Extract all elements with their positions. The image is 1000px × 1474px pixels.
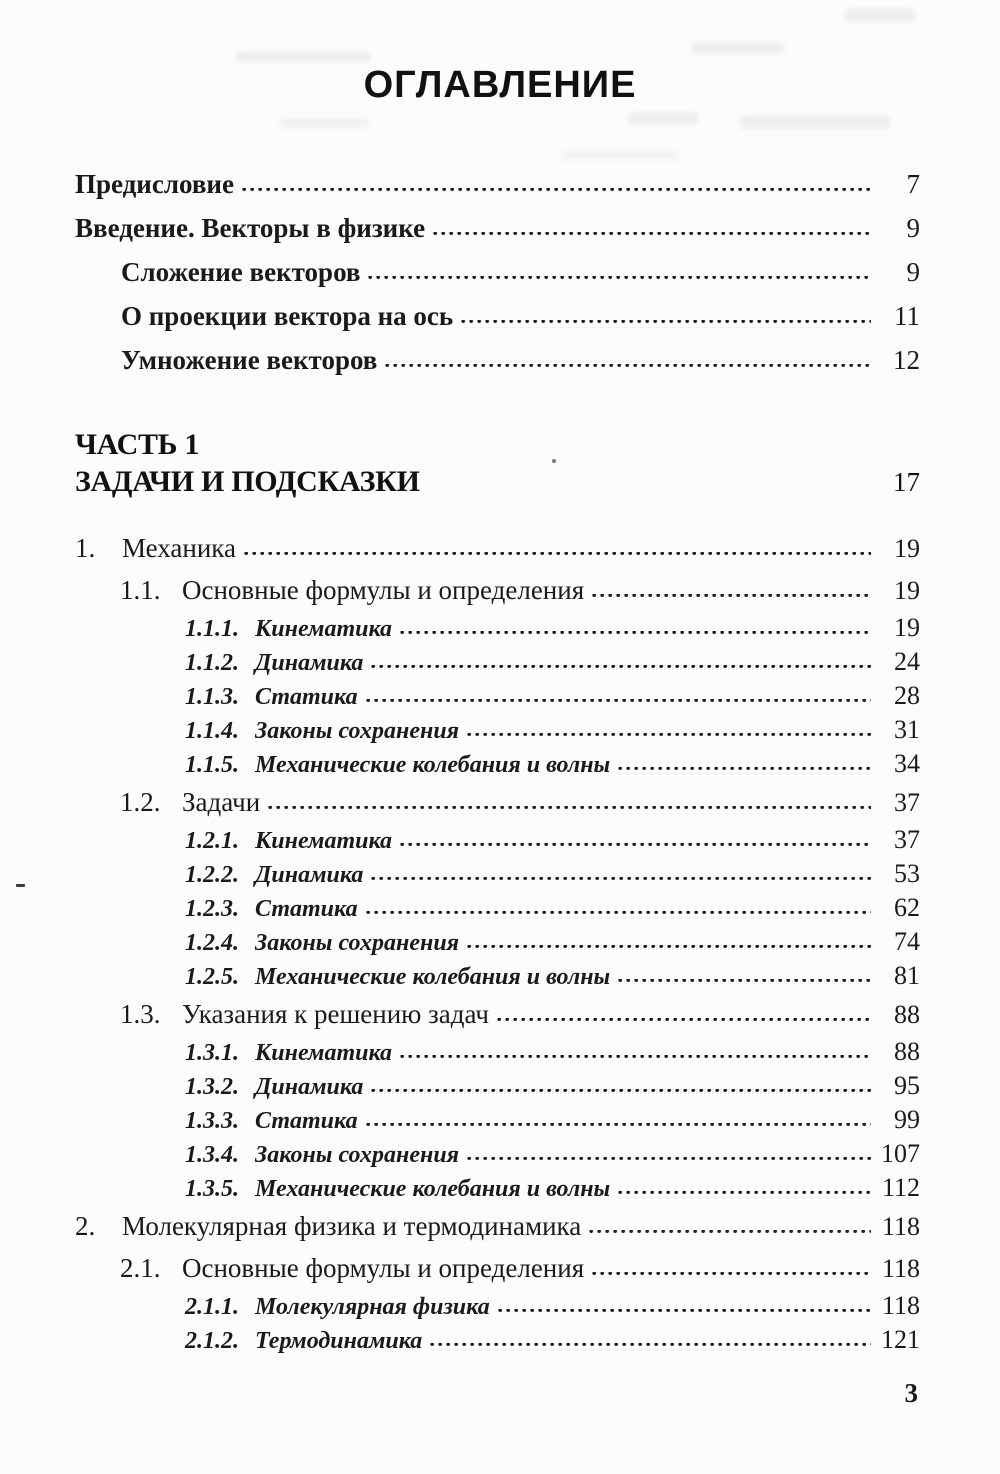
scan-bleed-mark xyxy=(740,116,890,129)
leader-dots xyxy=(592,1272,871,1277)
toc-entry xyxy=(120,993,920,1035)
leader-dots xyxy=(497,1018,871,1023)
toc-entry xyxy=(185,747,920,781)
entry-label: Умножение векторов xyxy=(121,345,378,375)
entry-label: Законы сохранения xyxy=(255,1142,460,1168)
part-title-row xyxy=(75,463,920,501)
entry-number: 1. xyxy=(75,533,96,563)
entry-number: 1.1.1. xyxy=(185,616,239,642)
toc-entry xyxy=(121,294,920,338)
entry-label: Статика xyxy=(255,684,358,710)
entry-label: Динамика xyxy=(255,650,364,676)
entry-page-number: 88 xyxy=(894,1037,920,1066)
entry-page-number: 28 xyxy=(894,681,920,710)
entry-page-number: 31 xyxy=(894,715,920,744)
toc-entry xyxy=(75,1205,920,1247)
entry-number: 2.1.1. xyxy=(185,1294,239,1320)
toc-entry xyxy=(120,1247,920,1289)
entry-page-number: 24 xyxy=(894,647,920,676)
scan-bleed-mark xyxy=(560,150,680,160)
entry-label: Термодинамика xyxy=(255,1328,423,1354)
scan-bleed-mark xyxy=(280,118,370,128)
leader-dots xyxy=(498,1309,871,1314)
entry-page-number: 62 xyxy=(894,893,920,922)
entry-page-number: 74 xyxy=(894,927,920,956)
entry-page-number: 112 xyxy=(881,1173,920,1202)
entry-number: 1.3.5. xyxy=(185,1176,239,1202)
toc-entry xyxy=(185,611,920,645)
leader-dots xyxy=(618,979,871,984)
entry-page-number: 37 xyxy=(894,788,920,817)
entry-label: Молекулярная физика xyxy=(255,1294,490,1320)
stray-ink-dash xyxy=(16,884,25,887)
leader-dots xyxy=(366,699,871,704)
toc-entry xyxy=(185,645,920,679)
entry-label: Механические колебания и волны xyxy=(255,752,611,778)
entry-label: Молекулярная физика и термодинамика xyxy=(122,1211,582,1241)
toc-entry xyxy=(75,527,920,569)
leader-dots xyxy=(430,1343,871,1348)
leader-dots xyxy=(371,665,871,670)
entry-number: 1.3.1. xyxy=(185,1040,239,1066)
scan-bleed-mark xyxy=(235,52,370,62)
leader-dots xyxy=(618,767,871,772)
toc-entry xyxy=(120,781,920,823)
toc-entry xyxy=(121,250,920,294)
entry-label: Кинематика xyxy=(255,616,393,642)
entry-number: 1.3.3. xyxy=(185,1108,239,1134)
front-matter-list xyxy=(75,162,920,382)
entry-page-number: 12 xyxy=(893,345,920,375)
entry-number: 1.2. xyxy=(120,787,161,817)
leader-dots xyxy=(385,364,871,369)
toc-entry xyxy=(185,1289,920,1323)
part-page-number: 17 xyxy=(893,467,920,497)
scan-bleed-mark xyxy=(845,8,915,22)
leader-dots xyxy=(618,1191,871,1196)
entry-label: Статика xyxy=(255,1108,358,1134)
entry-page-number: 19 xyxy=(894,576,920,605)
entry-page-number: 37 xyxy=(894,825,920,854)
entry-label: Законы сохранения xyxy=(255,718,460,744)
entry-label: Введение. Векторы в физике xyxy=(75,213,426,243)
entry-number: 2.1. xyxy=(120,1253,161,1283)
leader-dots xyxy=(244,552,871,557)
leader-dots xyxy=(368,276,871,281)
entry-number: 1.1.2. xyxy=(185,650,239,676)
leader-dots xyxy=(371,877,871,882)
entry-number: 1.1.5. xyxy=(185,752,239,778)
entry-page-number: 53 xyxy=(894,859,920,888)
entry-label: Основные формулы и определения xyxy=(182,575,585,605)
toc-entry xyxy=(75,162,920,206)
page-title: ОГЛАВЛЕНИЕ xyxy=(363,64,637,106)
leader-dots xyxy=(366,911,871,916)
leader-dots xyxy=(268,806,871,811)
entry-number: 1.3.2. xyxy=(185,1074,239,1100)
toc-entry xyxy=(185,1323,920,1357)
entry-number: 1.1.3. xyxy=(185,684,239,710)
leader-dots xyxy=(433,232,871,237)
scan-bleed-mark xyxy=(628,112,698,125)
page-number: 3 xyxy=(904,1378,918,1408)
entry-number: 1.2.3. xyxy=(185,896,239,922)
leader-dots xyxy=(400,1055,871,1060)
entry-page-number: 121 xyxy=(881,1325,920,1354)
toc-entry xyxy=(75,206,920,250)
entry-label: Кинематика xyxy=(255,828,393,854)
toc-entry xyxy=(185,857,920,891)
leader-dots xyxy=(467,1157,871,1162)
entry-page-number: 81 xyxy=(894,961,920,990)
toc-entry xyxy=(185,1035,920,1069)
leader-dots xyxy=(589,1230,871,1235)
entry-label: Задачи xyxy=(182,787,261,817)
leader-dots xyxy=(467,945,871,950)
entry-label: Указания к решению задач xyxy=(182,999,489,1029)
entry-page-number: 9 xyxy=(906,257,920,287)
entry-label: Основные формулы и определения xyxy=(182,1253,585,1283)
entry-label: О проекции вектора на ось xyxy=(121,301,454,331)
leader-dots xyxy=(242,188,871,193)
entry-page-number: 7 xyxy=(906,169,920,199)
entry-page-number: 9 xyxy=(906,213,920,243)
entry-label: Динамика xyxy=(255,1074,364,1100)
entry-number: 1.2.1. xyxy=(185,828,239,854)
toc-entry xyxy=(185,1171,920,1205)
toc-entry xyxy=(185,1137,920,1171)
leader-dots xyxy=(592,594,871,599)
entry-number: 1.3.4. xyxy=(185,1142,239,1168)
toc-entry xyxy=(185,823,920,857)
entry-label: Механические колебания и волны xyxy=(255,1176,611,1202)
part-kicker: ЧАСТЬ 1 xyxy=(75,428,200,461)
entry-page-number: 99 xyxy=(894,1105,920,1134)
entry-number: 2. xyxy=(75,1211,96,1241)
entry-page-number: 107 xyxy=(881,1139,920,1168)
entry-label: Механика xyxy=(122,533,236,563)
entry-label: Механические колебания и волны xyxy=(255,964,611,990)
entry-label: Динамика xyxy=(255,862,364,888)
toc-entry xyxy=(185,891,920,925)
entry-number: 1.2.5. xyxy=(185,964,239,990)
toc-entry xyxy=(185,679,920,713)
entry-page-number: 95 xyxy=(894,1071,920,1100)
entry-label: Кинематика xyxy=(255,1040,393,1066)
entry-number: 1.2.4. xyxy=(185,930,239,956)
entry-page-number: 118 xyxy=(881,1291,920,1320)
entry-number: 1.2.2. xyxy=(185,862,239,888)
leader-dots xyxy=(400,843,871,848)
entry-label: Статика xyxy=(255,896,358,922)
scan-bleed-mark xyxy=(690,42,785,54)
entry-page-number: 88 xyxy=(894,1000,920,1029)
entry-number: 1.1. xyxy=(120,575,161,605)
main-toc-list xyxy=(75,527,920,1357)
entry-label: Предисловие xyxy=(75,169,234,199)
leader-dots xyxy=(400,631,871,636)
toc-entry xyxy=(121,338,920,382)
toc-entry xyxy=(185,1103,920,1137)
part-header xyxy=(75,426,920,501)
entry-number: 1.3. xyxy=(120,999,161,1029)
toc-entry xyxy=(120,569,920,611)
leader-dots xyxy=(467,733,871,738)
toc-entry xyxy=(185,713,920,747)
entry-page-number: 34 xyxy=(894,749,920,778)
toc-entry xyxy=(185,959,920,993)
entry-number: 2.1.2. xyxy=(185,1328,239,1354)
toc-entry xyxy=(185,1069,920,1103)
entry-number: 1.1.4. xyxy=(185,718,239,744)
entry-page-number: 118 xyxy=(881,1254,920,1283)
entry-page-number: 19 xyxy=(894,534,920,563)
leader-dots xyxy=(461,320,871,325)
leader-dots xyxy=(371,1089,871,1094)
toc-entry xyxy=(185,925,920,959)
entry-page-number: 19 xyxy=(894,613,920,642)
part-title: ЗАДАЧИ И ПОДСКАЗКИ xyxy=(75,465,420,498)
entry-page-number: 11 xyxy=(894,301,920,331)
entry-page-number: 118 xyxy=(881,1212,920,1241)
entry-label: Сложение векторов xyxy=(121,257,361,287)
leader-dots xyxy=(366,1123,871,1128)
entry-label: Законы сохранения xyxy=(255,930,460,956)
